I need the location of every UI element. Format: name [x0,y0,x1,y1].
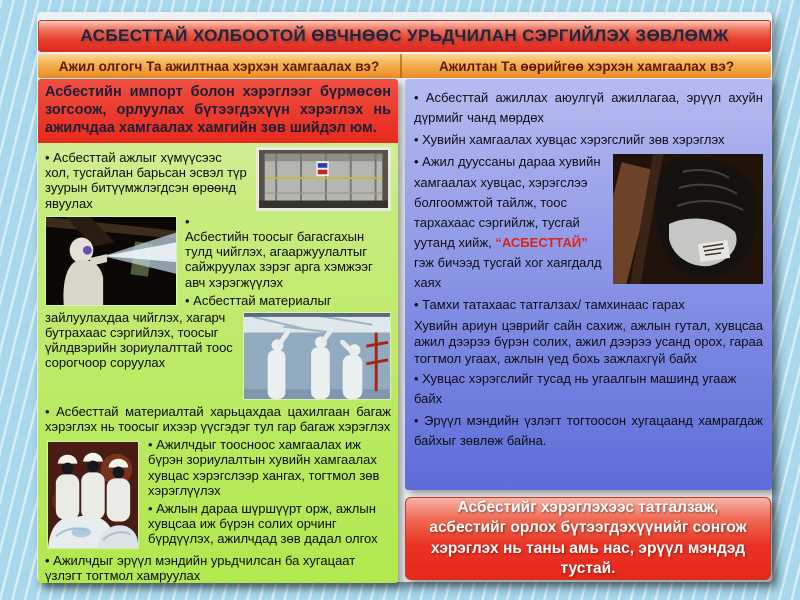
bullet-medical-checkups: • Ажилчдыг эрүүл мэндийн урьдчилсан ба хугацаат үзлэгт тогтмол хамруулах [45,553,356,583]
worker-column-header: Ажилтан Та өөрийгөө хэрхэн хамгаалах вэ? [438,58,735,74]
bullet-isolated-room: • Асбесттай ажлыг хүмүүсээс хол, тусгайлан барьсан эсвэл түр зуурын битүүмжлэгдсэн өрөөнд явуулах [45,149,247,211]
photo-workers-bagging-waste [47,441,139,549]
bullet-quit-smoking: • Тамхи татахаас татгалзах/ тамхинаас гарах [414,297,685,313]
bullet-use-ppe-correctly: • Хувийн хамгаалах хувцас хэрэгслийг зөв хэрэглэх [414,132,725,148]
bullet-scheduled-medical-exams: • Эрүүл мэндийн үзлэгт тогтоосон хугацаанд хамрагдаж байхыг зөвлөж байна. [414,413,763,449]
photo-worker-spraying [45,216,177,306]
asbestos-label-highlight: “АСБЕСТТАЙ” [495,234,588,250]
page-title: АСБЕСТТАЙ ХОЛБООТОЙ ӨВЧНӨӨС УРЬДЧИЛАН СЭРГИЙЛЭХ ЗӨВЛӨМЖ [80,26,729,45]
bullet-personal-hygiene: Хувийн ариун цэврийг сайн сахиж, ажлын гутал, хувцсаа ажил дээрээ бүрэн солих, ажил дээрээ усанд орох, гараа тогтмол угаах, ажлын үед бохь зажлахгүй байх [414,317,763,366]
column-headers [38,54,771,78]
photo-asbestos-waste-bag [613,154,763,284]
conclusion-box: Асбестийг хэрэглэхээс татгалзаж, асбестийг орлох бүтээгдэхүүнийг сонгож хэрэглэх нь таны амь нас, эрүүл мэндэд тустай. [405,497,771,580]
bullet-bag-and-label-waste: • Ажил дууссаны дараа хувийн хамгаалах хувцас, хэрэгслээ болгоомжтой тайлж, тоос тархахаас сэргийлж, тусгай уутанд хийж, “АСБЕСТТАЙ” гэж бичээд тусгай хог хаягдалд хаях [414,154,602,291]
workers-bagging-illustration [48,442,138,548]
employer-column [38,79,398,583]
worker-column [405,79,772,490]
worker-spraying-illustration [46,217,176,305]
bullet-wet-methods-ventilation: • Асбестийн тоосыг багасгахын тулд чийглэх, агааржуулалтыг сайжруулах зэрэг арга хэмжээг авч хэрэгжүүлэх [185,213,373,290]
containment-enclosure-illustration [259,150,388,208]
bullet-hand-tools: • Асбесттай материалтай харьцахдаа цахилгаан багаж хэрэглэх нь тоосыг ихээр үүсгэдэг тул гар багаж хэрэглэх [45,403,391,434]
bullet-shower-change: • Ажлын дараа шүршүүрт орж, ажлын хувцсаа иж бүрэн солих орчинг бүрдүүлэх, ажилчдад зөв дадал олгох [148,500,378,547]
photo-ceiling-abatement [243,312,391,400]
bullet-follow-safety-rules: • Асбесттай ажиллах аюулгүй ажиллагаа, эрүүл ахуйн дүрмийг чанд мөрдөх [414,90,763,126]
employer-column-header: Ажил олгогч Та ажилтнаа хэрхэн хамгаалах вэ? [58,58,380,74]
employer-intro-box: Асбестийн импорт болон хэрэглээг бүрмөсөн зогсоож, орлуулах бүтээгдэхүүн хэрэглэх нь ажилчдаа хамгаалах хамгийн зөв шийдэл юм. [38,79,398,143]
photo-containment-enclosure [256,147,391,211]
ceiling-abatement-illustration [244,313,390,399]
asbestos-waste-bag-illustration [613,154,763,284]
bullet-ppe-provision: • Ажилчдыг тоосноос хамгаалах иж бүрэн зориулалтын хувийн хамгаалах хувцас хэрэгслээр хангах, тогтмол зөв хэрэглүүлэх [148,437,380,498]
bullet-separate-laundry: • Хувцас хэрэгслийг тусад нь угаалгын машинд угааж байх [414,371,737,407]
employer-bullets [38,143,398,583]
bullet-removal-vacuum: • Асбесттай материалыг зайлуулахдаа чийглэх, хагарч бутрахаас сэргийлэх, тоосыг үйлдвэрийн зориулалттай тоос сорогчоор соруулах [45,292,332,371]
title-banner [38,20,771,52]
